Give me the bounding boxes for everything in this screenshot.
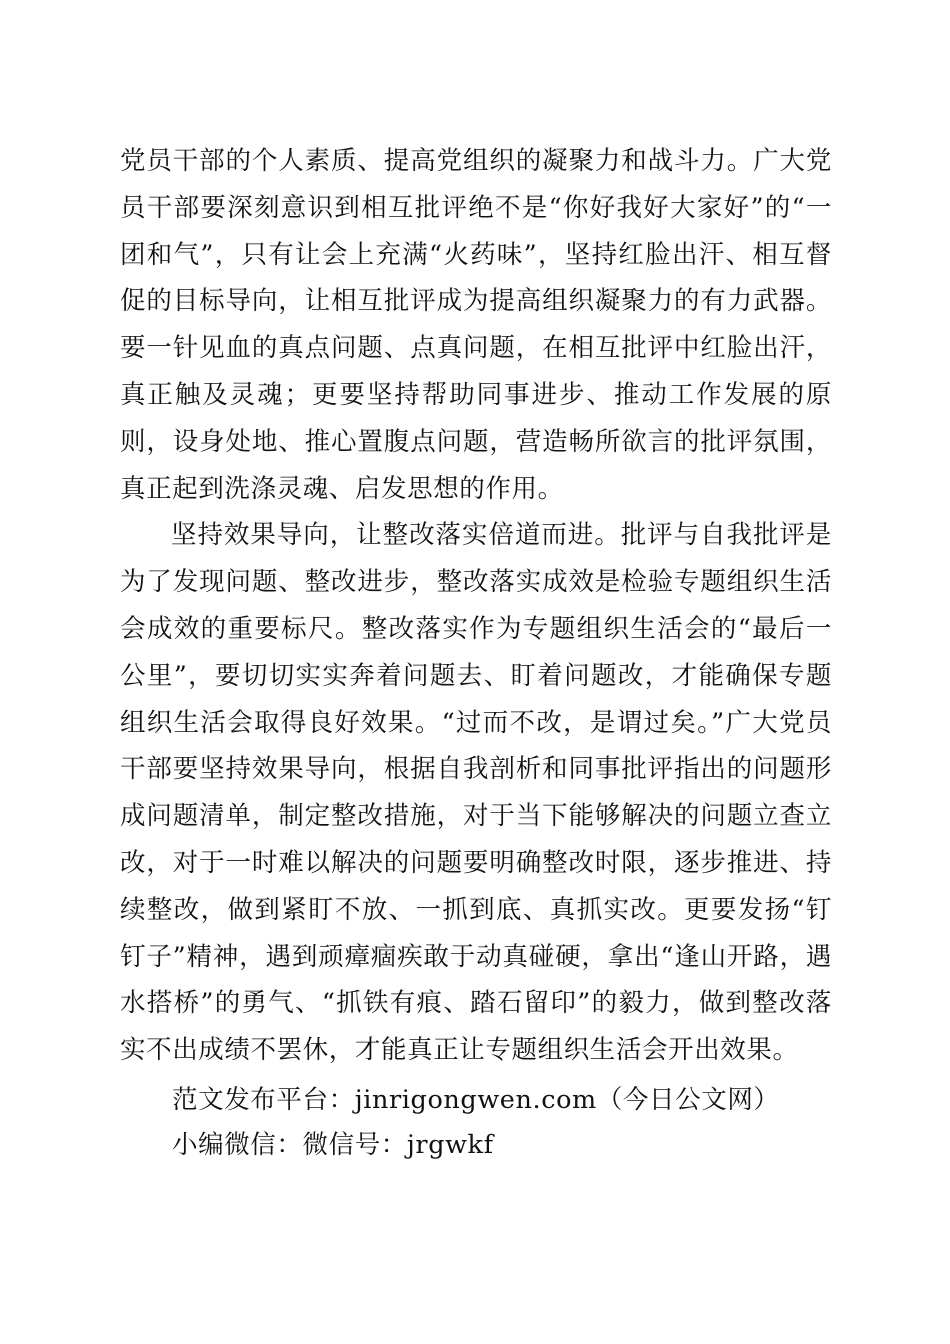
footer-wechat-line: 小编微信：微信号：jrgwkf — [172, 1130, 494, 1160]
paragraph-1: 党员干部的个人素质、提高党组织的凝聚力和战斗力。广大党员干部要深刻意识到相互批评绝不是“你好我好大家好”的“一团和气”，只有让会上充满“火药味”，坚持红脸出汗、相互督促的目标导向，让相互批评成为提高组织凝聚力的有力武器。要一针见血的真点问题、点真问题，在相互批评中红脸出汗，真正触及灵魂；更要坚持帮助同事进步、推动工作发展的原则，设身处地、推心置腹点问题，营造畅所欲言的批评氛围，真正起到洗涤灵魂、启发思想的作用。 — [120, 146, 832, 504]
document-body — [120, 138, 832, 1074]
footer-platform-line: 范文发布平台：jinrigongwen.com（今日公文网） — [172, 1085, 780, 1115]
paragraph-2: 坚持效果导向，让整改落实倍道而进。批评与自我批评是为了发现问题、整改进步，整改落实成效是检验专题组织生活会成效的重要标尺。整改落实作为专题组织生活会的“最后一公里”，要切切实实奔着问题去、盯着问题改，才能确保专题组织生活会取得良好效果。“过而不改，是谓过矣。”广大党员干部要坚持效果导向，根据自我剖析和同事批评指出的问题形成问题清单，制定整改措施，对于当下能够解决的问题立查立改，对于一时难以解决的问题要明确整改时限，逐步推进、持续整改，做到紧盯不放、一抓到底、真抓实改。更要发扬“钉钉子”精神，遇到顽瘴痼疾敢于动真碰硬，拿出“逢山开路，遇水搭桥”的勇气、“抓铁有痕、踏石留印”的毅力，做到整改落实不出成绩不罢休，才能真正让专题组织生活会开出效果。 — [120, 520, 832, 1066]
